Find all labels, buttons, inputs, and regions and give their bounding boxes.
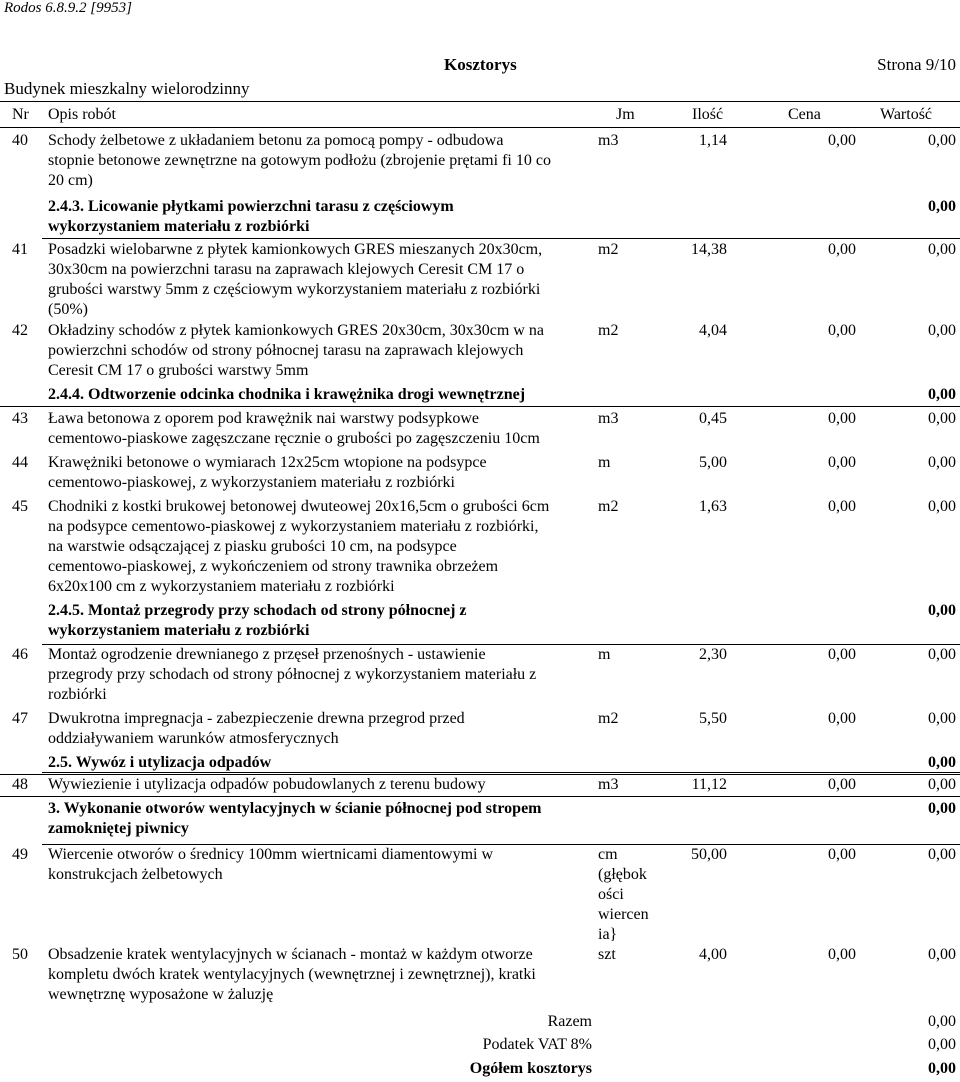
app-version: Rodos 6.8.9.2 [9953] <box>4 0 132 16</box>
section-line <box>0 406 960 407</box>
section-title <box>48 197 596 237</box>
description-line: 3. Wykonanie otworów wentylacyjnych w ścianie północnej pod stropem <box>48 800 542 817</box>
item-description <box>48 409 596 449</box>
item-value: 0,00 <box>928 132 956 149</box>
item-number: 44 <box>12 454 28 471</box>
page-number: Strona 9/10 <box>877 55 956 74</box>
column-header-qty: Ilość <box>692 106 724 123</box>
unit: m3 <box>598 410 619 427</box>
item-description <box>48 775 596 795</box>
unit: m3 <box>598 776 619 793</box>
section-rule <box>42 238 960 239</box>
quantity: 4,00 <box>699 946 727 963</box>
description-line: Wiercenie otworów o średnicy 100mm wiertnicami diamentowymi w <box>48 846 494 863</box>
quantity: 50,00 <box>691 846 727 863</box>
description-line: na warstwie odsączającej z piasku grubości 10 cm, na podsypce <box>48 538 457 555</box>
description-line: rozbiórki <box>48 686 107 703</box>
item-number: 41 <box>12 241 28 258</box>
header-top-rule <box>0 101 960 102</box>
item-value: 0,00 <box>928 800 956 817</box>
table-row <box>0 240 960 326</box>
summary-label: Razem <box>547 1013 592 1030</box>
item-value: 0,00 <box>928 322 956 339</box>
unit: m2 <box>598 322 619 339</box>
description-line: 20 cm) <box>48 172 93 189</box>
section-row <box>0 799 960 845</box>
description-line: Obsadzenie kratek wentylacyjnych w ścianach - montaż w każdym otworze <box>48 946 533 963</box>
item-number: 43 <box>12 410 28 427</box>
item-value: 0,00 <box>928 754 956 771</box>
item-description <box>48 240 596 320</box>
section-line <box>0 774 960 775</box>
summary-label: Ogółem kosztorys <box>469 1060 592 1077</box>
section-row <box>0 197 960 239</box>
quantity: 11,12 <box>691 776 727 793</box>
header-bottom-rule <box>0 127 960 128</box>
unit: m <box>598 454 611 471</box>
quantity: 1,14 <box>699 132 727 149</box>
section-title <box>48 753 596 773</box>
description-line: wewnętrznę wyposażone w żaluzję <box>48 986 274 1003</box>
quantity: 5,00 <box>699 454 727 471</box>
table-row <box>0 945 960 1015</box>
unit-line: cm <box>598 846 618 863</box>
table-row <box>0 645 960 711</box>
item-description <box>48 131 596 191</box>
item-number: 47 <box>12 710 28 727</box>
item-description <box>48 453 596 493</box>
description-line: Okładziny schodów z płytek kamionkowych GRES 20x30cm, 30x30cm w na <box>48 322 544 339</box>
description-line: powierzchni schodów od strony północnej tarasu na zaprawach klejowych <box>48 342 524 359</box>
section-rule <box>42 772 960 773</box>
unit-line: (głębok <box>598 866 647 883</box>
quantity: 14,38 <box>691 241 727 258</box>
description-line: 2.5. Wywóz i utylizacja odpadów <box>48 754 272 771</box>
description-line: Krawężniki betonowe o wymiarach 12x25cm wtopione na podsypce <box>48 454 487 471</box>
unit-price: 0,00 <box>828 710 856 727</box>
item-number: 46 <box>12 646 28 663</box>
item-value: 0,00 <box>928 198 956 215</box>
summary-value: 0,00 <box>928 1013 956 1030</box>
unit: m2 <box>598 498 619 515</box>
description-line: (50%) <box>48 301 88 318</box>
unit-price: 0,00 <box>828 454 856 471</box>
section-line <box>0 796 960 797</box>
description-line: na podsypce cementowo-piaskowej z wykorzystaniem materiału z rozbiórki, <box>48 518 539 535</box>
unit-line: wiercen <box>598 906 649 923</box>
description-line: Chodniki z kostki brukowej betonowej dwuteowej 20x16,5cm o grubości 6cm <box>48 498 550 515</box>
description-line: 2.4.3. Licowanie płytkami powierzchni tarasu z częściowym <box>48 198 454 215</box>
description-line: cementowo-piaskowe zagęszczane ręcznie o grubości po zagęszczeniu 10cm <box>48 430 540 447</box>
description-line: Dwukrotna impregnacja - zabezpieczenie drewna przegrod przed <box>48 710 465 727</box>
unit-price: 0,00 <box>828 132 856 149</box>
unit: m2 <box>598 710 619 727</box>
quantity: 5,50 <box>699 710 727 727</box>
item-value: 0,00 <box>928 410 956 427</box>
description-line: przegrody przy schodach od strony północnej z wykorzystaniem materiału z <box>48 666 537 683</box>
item-number: 48 <box>12 776 28 793</box>
unit-price: 0,00 <box>828 776 856 793</box>
summary-value: 0,00 <box>928 1060 956 1077</box>
unit-line: ości <box>598 886 624 903</box>
description-line: cementowo-piaskowej, z wykorzystaniem materiału z rozbiórki <box>48 474 455 491</box>
section-title <box>48 385 596 405</box>
section-row <box>0 385 960 407</box>
description-line: cementowo-piaskowej, z wykończeniem od strony trawnika obrzeżem <box>48 558 499 575</box>
description-line: Ceresit CM 17 o grubości warstwy 5mm <box>48 362 309 379</box>
quantity: 1,63 <box>699 498 727 515</box>
unit: m3 <box>598 132 619 149</box>
description-line: wykorzystaniem materiału z rozbiórki <box>48 622 310 639</box>
column-header-desc: Opis robót <box>48 106 116 123</box>
column-header-value: Wartość <box>880 106 933 123</box>
unit-price: 0,00 <box>828 946 856 963</box>
description-line: kompletu dwóch kratek wentylacyjnych (wewnętrznej i zewnętrznej), kratki <box>48 966 536 983</box>
item-value: 0,00 <box>928 454 956 471</box>
description-line: Montaż ogrodzenie drewnianego z przęseł przenośnych - ustawienie <box>48 646 486 663</box>
description-line: Posadzki wielobarwne z płytek kamionkowych GRES mieszanych 20x30cm, <box>48 241 543 258</box>
description-line: zamokniętej piwnicy <box>48 820 189 837</box>
item-value: 0,00 <box>928 776 956 793</box>
item-value: 0,00 <box>928 710 956 727</box>
unit: m <box>598 646 611 663</box>
table-row <box>0 321 960 383</box>
item-number: 40 <box>12 132 28 149</box>
unit-price: 0,00 <box>828 646 856 663</box>
item-description <box>48 645 596 705</box>
item-value: 0,00 <box>928 846 956 863</box>
item-description <box>48 497 596 597</box>
column-header-jm: Jm <box>616 106 635 123</box>
description-line: wykorzystaniem materiału z rozbiórki <box>48 218 310 235</box>
building-name: Budynek mieszkalny wielorodzinny <box>4 79 250 98</box>
item-value: 0,00 <box>928 946 956 963</box>
quantity: 2,30 <box>699 646 727 663</box>
unit-price: 0,00 <box>828 410 856 427</box>
unit <box>598 845 658 945</box>
quantity: 0,45 <box>699 410 727 427</box>
table-row <box>0 497 960 603</box>
table-row <box>0 131 960 197</box>
unit-price: 0,00 <box>828 241 856 258</box>
section-row <box>0 753 960 773</box>
item-description <box>48 321 596 381</box>
table-row <box>0 409 960 451</box>
description-line: 6x20x100 cm z wykorzystaniem materiału z rozbiórki <box>48 578 395 595</box>
item-number: 49 <box>12 846 28 863</box>
unit-price: 0,00 <box>828 846 856 863</box>
summary-label: Podatek VAT 8% <box>482 1036 592 1053</box>
description-line: stopnie betonowe zewnętrzne na gotowym podłożu (zbrojenie prętami fi 10 co <box>48 152 551 169</box>
unit-price: 0,00 <box>828 322 856 339</box>
description-line: 30x30cm na powierzchni tarasu na zaprawach klejowych Ceresit CM 17 o <box>48 261 525 278</box>
item-description <box>48 945 596 1005</box>
column-header-price: Cena <box>788 106 821 123</box>
item-value: 0,00 <box>928 602 956 619</box>
description-line: 2.4.5. Montaż przegrody przy schodach od strony północnej z <box>48 602 467 619</box>
section-title <box>48 601 596 641</box>
item-value: 0,00 <box>928 646 956 663</box>
item-value: 0,00 <box>928 498 956 515</box>
description-line: oddziaływaniem warunków atmosferycznych <box>48 730 339 747</box>
description-line: konstrukcjach żelbetowych <box>48 866 223 883</box>
summary-value: 0,00 <box>928 1036 956 1053</box>
column-header-nr: Nr <box>12 106 29 123</box>
item-description <box>48 845 596 885</box>
table-row <box>0 709 960 753</box>
description-line: Ława betonowa z oporem pod krawężnik nai warstwy podsypkowe <box>48 410 479 427</box>
document-title: Kosztorys <box>444 55 517 74</box>
table-row <box>0 845 960 945</box>
unit: m2 <box>598 241 619 258</box>
item-value: 0,00 <box>928 386 956 403</box>
section-title <box>48 799 596 839</box>
unit-line: ia} <box>598 926 618 943</box>
unit-price: 0,00 <box>828 498 856 515</box>
item-value: 0,00 <box>928 241 956 258</box>
description-line: grubości warstwy 5mm z częściowym wykorzystaniem materiału z rozbiórki <box>48 281 541 298</box>
description-line: 2.4.4. Odtworzenie odcinka chodnika i krawężnika drogi wewnętrznej <box>48 386 526 403</box>
item-number: 50 <box>12 946 28 963</box>
item-description <box>48 709 596 749</box>
quantity: 4,04 <box>699 322 727 339</box>
item-number: 45 <box>12 498 28 515</box>
description-line: Wywiezienie i utylizacja odpadów pobudowlanych z terenu budowy <box>48 776 486 793</box>
unit: szt <box>598 946 616 963</box>
description-line: Schody żelbetowe z układaniem betonu za pomocą pompy - odbudowa <box>48 132 504 149</box>
item-number: 42 <box>12 322 28 339</box>
table-row <box>0 453 960 495</box>
section-row <box>0 601 960 645</box>
